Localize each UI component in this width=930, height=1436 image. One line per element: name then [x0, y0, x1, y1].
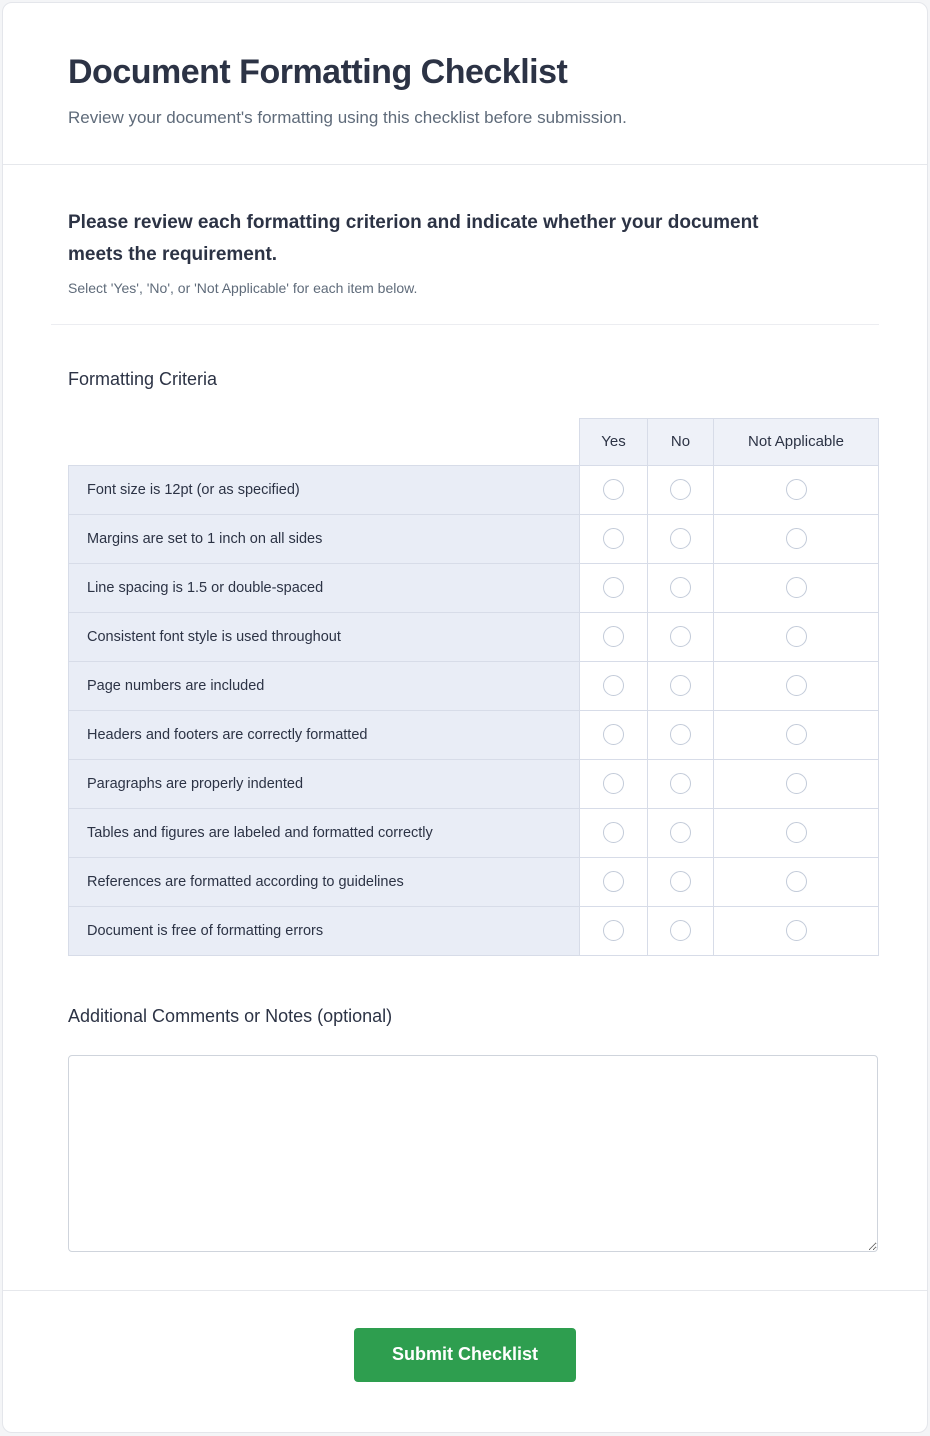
matrix-cell [648, 612, 714, 661]
radio-yes[interactable] [603, 920, 624, 941]
comments-textarea[interactable] [68, 1055, 878, 1252]
radio-not-applicable[interactable] [786, 479, 807, 500]
matrix-cell [580, 661, 648, 710]
matrix-cell [714, 465, 879, 514]
radio-no[interactable] [670, 822, 691, 843]
form-footer [3, 1291, 927, 1432]
radio-yes[interactable] [603, 626, 624, 647]
matrix-header-row [69, 418, 879, 465]
matrix-cell [714, 612, 879, 661]
radio-no[interactable] [670, 528, 691, 549]
formatting-criteria-section [3, 325, 927, 956]
column-header-not-applicable: Not Applicable [714, 418, 879, 465]
matrix-row-label: Page numbers are included [69, 661, 580, 710]
radio-yes[interactable] [603, 773, 624, 794]
column-header-no: No [648, 418, 714, 465]
radio-yes[interactable] [603, 871, 624, 892]
matrix-cell [714, 759, 879, 808]
matrix-cell [714, 661, 879, 710]
column-header-yes: Yes [580, 418, 648, 465]
matrix-row [69, 906, 879, 955]
matrix-cell [648, 563, 714, 612]
matrix-cell [648, 710, 714, 759]
matrix-row-label: Line spacing is 1.5 or double-spaced [69, 563, 580, 612]
matrix-row [69, 759, 879, 808]
radio-yes[interactable] [603, 822, 624, 843]
matrix-cell [580, 710, 648, 759]
radio-no[interactable] [670, 577, 691, 598]
matrix-row [69, 710, 879, 759]
radio-not-applicable[interactable] [786, 724, 807, 745]
matrix-body [69, 465, 879, 955]
radio-no[interactable] [670, 724, 691, 745]
matrix-cell [580, 563, 648, 612]
radio-yes[interactable] [603, 724, 624, 745]
radio-not-applicable[interactable] [786, 675, 807, 696]
matrix-cell [714, 857, 879, 906]
matrix-cell [648, 906, 714, 955]
radio-no[interactable] [670, 675, 691, 696]
radio-not-applicable[interactable] [786, 577, 807, 598]
matrix-cell [714, 514, 879, 563]
matrix-cell [648, 465, 714, 514]
comments-label: Additional Comments or Notes (optional) [68, 1005, 393, 1026]
matrix-row [69, 808, 879, 857]
radio-yes[interactable] [603, 479, 624, 500]
instruction-heading: Please review each formatting criterion and indicate whether your document meets the requirement. [68, 212, 759, 266]
matrix-cell [714, 710, 879, 759]
form-card [2, 2, 928, 1433]
matrix-row-label: Headers and footers are correctly formatted [69, 710, 580, 759]
matrix-cell [580, 612, 648, 661]
radio-no[interactable] [670, 773, 691, 794]
instruction-subtext: Select 'Yes', 'No', or 'Not Applicable' for each item below. [68, 279, 418, 296]
matrix-row-label: Consistent font style is used throughout [69, 612, 580, 661]
instruction-block [3, 165, 927, 324]
matrix-row-label: Paragraphs are properly indented [69, 759, 580, 808]
matrix-cell [580, 759, 648, 808]
radio-no[interactable] [670, 871, 691, 892]
matrix-cell [648, 661, 714, 710]
matrix-row [69, 514, 879, 563]
matrix-row [69, 612, 879, 661]
submit-button[interactable]: Submit Checklist [354, 1328, 576, 1382]
radio-yes[interactable] [603, 675, 624, 696]
matrix-row-label: Tables and figures are labeled and formatted correctly [69, 808, 580, 857]
radio-yes[interactable] [603, 528, 624, 549]
radio-not-applicable[interactable] [786, 773, 807, 794]
radio-not-applicable[interactable] [786, 920, 807, 941]
matrix-row-label: References are formatted according to guidelines [69, 857, 580, 906]
comments-section [3, 956, 927, 1252]
matrix-row [69, 661, 879, 710]
radio-no[interactable] [670, 920, 691, 941]
matrix-label: Formatting Criteria [68, 368, 218, 389]
matrix-row-label: Margins are set to 1 inch on all sides [69, 514, 580, 563]
form-subtitle: Review your document's formatting using this checklist before submission. [68, 108, 627, 127]
radio-not-applicable[interactable] [786, 528, 807, 549]
radio-no[interactable] [670, 479, 691, 500]
matrix-cell [580, 906, 648, 955]
matrix-cell [714, 808, 879, 857]
matrix-cell [648, 857, 714, 906]
matrix-cell [648, 514, 714, 563]
matrix-corner-cell [69, 418, 580, 465]
matrix-cell [580, 857, 648, 906]
form-title: Document Formatting Checklist [68, 53, 568, 91]
radio-not-applicable[interactable] [786, 626, 807, 647]
matrix-cell [714, 563, 879, 612]
matrix-row-label: Font size is 12pt (or as specified) [69, 465, 580, 514]
radio-no[interactable] [670, 626, 691, 647]
radio-not-applicable[interactable] [786, 822, 807, 843]
matrix-cell [580, 808, 648, 857]
form-header [3, 3, 927, 164]
matrix-cell [648, 759, 714, 808]
matrix-row [69, 465, 879, 514]
matrix-cell [648, 808, 714, 857]
matrix-cell [580, 514, 648, 563]
matrix-row-label: Document is free of formatting errors [69, 906, 580, 955]
criteria-matrix [68, 418, 879, 956]
matrix-cell [580, 465, 648, 514]
matrix-cell [714, 906, 879, 955]
matrix-row [69, 857, 879, 906]
radio-yes[interactable] [603, 577, 624, 598]
matrix-row [69, 563, 879, 612]
radio-not-applicable[interactable] [786, 871, 807, 892]
